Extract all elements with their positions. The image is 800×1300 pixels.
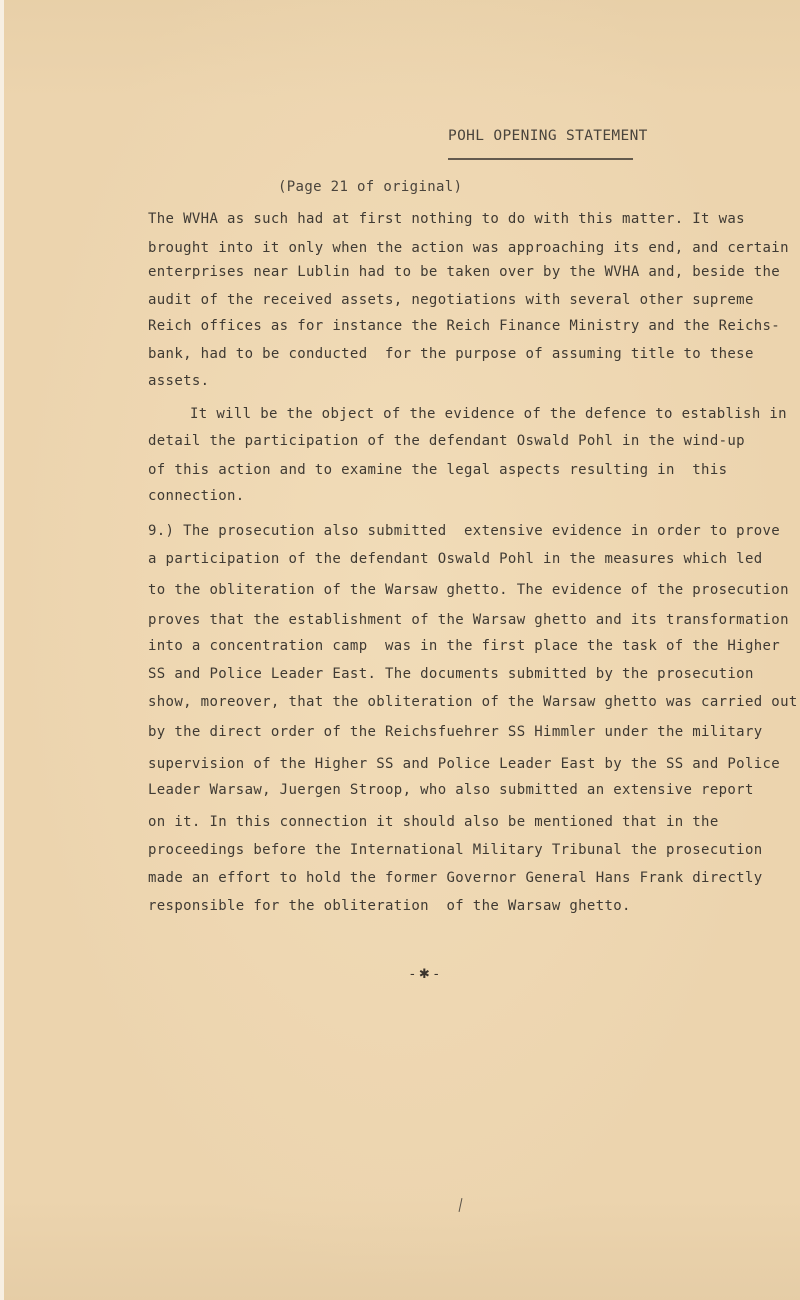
text-line: a participation of the defendant Oswald Pohl in the measures which led <box>148 551 763 567</box>
text-line: Leader Warsaw, Juergen Stroop, who also submitted an extensive report <box>148 782 754 798</box>
text-line: 9.) The prosecution also submitted extensive evidence in order to prove <box>148 523 781 539</box>
text-line: responsible for the obliteration of the Warsaw ghetto. <box>148 898 631 914</box>
end-ornament: - ✱ - <box>410 967 439 982</box>
text-line: connection. <box>148 488 245 504</box>
text-line: into a concentration camp was in the first place the task of the Higher <box>148 638 781 654</box>
text-line: The WVHA as such had at first nothing to do with this matter. It was <box>148 211 745 227</box>
text-line: by the direct order of the Reichsfuehrer SS Himmler under the military <box>148 724 763 740</box>
text-line: SS and Police Leader East. The documents submitted by the prosecution <box>148 666 754 682</box>
pencil-mark <box>459 1198 463 1212</box>
text-line: to the obliteration of the Warsaw ghetto. The evidence of the prosecution <box>148 582 789 598</box>
text-line: proves that the establishment of the Warsaw ghetto and its transformation <box>148 612 789 628</box>
text-line: proceedings before the International Military Tribunal the prosecution <box>148 842 763 858</box>
text-line: of this action and to examine the legal aspects resulting in this <box>148 462 728 478</box>
text-line: show, moreover, that the obliteration of the Warsaw ghetto was carried out <box>148 694 798 710</box>
text-line: audit of the received assets, negotiations with several other supreme <box>148 292 754 308</box>
text-line: on it. In this connection it should also be mentioned that in the <box>148 814 719 830</box>
page-edge <box>0 0 4 1300</box>
text-line: made an effort to hold the former Governor General Hans Frank directly <box>148 870 763 886</box>
header-underline <box>448 158 633 160</box>
page-reference: (Page 21 of original) <box>278 179 463 195</box>
text-line: assets. <box>148 373 210 389</box>
text-line: detail the participation of the defendant Oswald Pohl in the wind-up <box>148 433 745 449</box>
text-line: bank, had to be conducted for the purpose of assuming title to these <box>148 346 754 362</box>
text-line: It will be the object of the evidence of the defence to establish in <box>190 406 787 422</box>
text-line: enterprises near Lublin had to be taken over by the WVHA and, beside the <box>148 264 781 280</box>
text-line: Reich offices as for instance the Reich Finance Ministry and the Reichs- <box>148 318 781 334</box>
text-line: brought into it only when the action was approaching its end, and certain <box>148 240 789 256</box>
text-line: supervision of the Higher SS and Police Leader East by the SS and Police <box>148 756 781 772</box>
document-header: POHL OPENING STATEMENT <box>448 128 648 144</box>
